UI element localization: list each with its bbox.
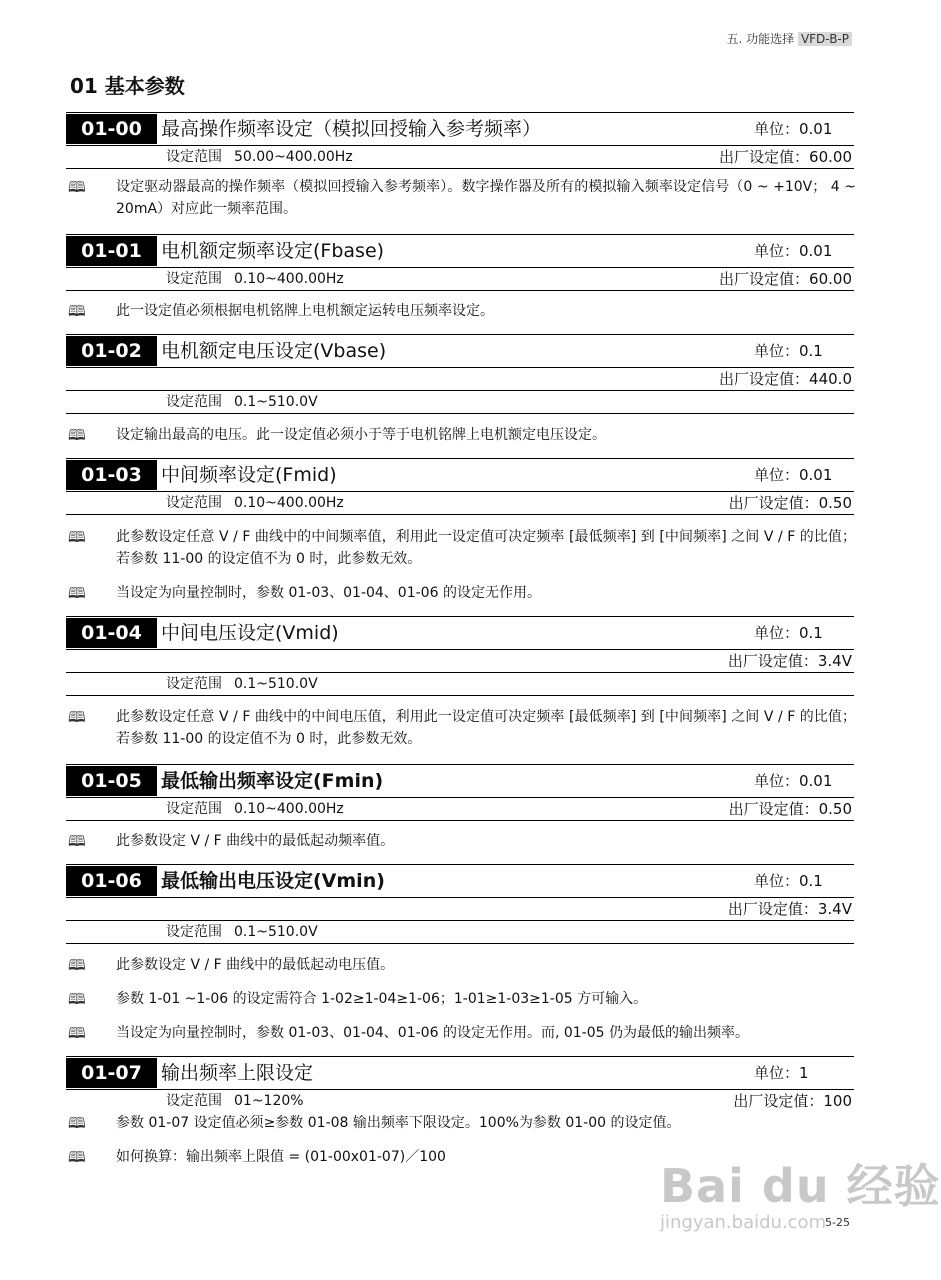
note: 🕮 当设定为向量控制时，参数 01-03、01-04、01-06 的设定无作用。而, 01-05 仍为最低的输出频率。 bbox=[68, 1024, 749, 1042]
note: 🕮 此参数设定任意 V / F 曲线中的中间电压值，利用此一设定值可决定频率 [最低频率] 到 [中间频率] 之间 V / F 的比值；若参数 11-00 的设定值不为 0 时，此参数无效。 bbox=[68, 708, 856, 747]
param-01-02 bbox=[66, 334, 854, 414]
factory-default: 出厂设定值：440.0 bbox=[719, 370, 852, 388]
book-icon: 🕮 bbox=[68, 584, 86, 602]
param-01-05 bbox=[66, 764, 854, 821]
note: 🕮 此参数设定 V / F 曲线中的最低起动频率值。 bbox=[68, 832, 395, 850]
param-01-01 bbox=[66, 234, 854, 291]
note: 🕮 设定输出最高的电压。此一设定值必须小于等于电机铭牌上电机额定电压设定。 bbox=[68, 426, 606, 444]
setting-range: 设定范围 0.1~510.0V bbox=[166, 676, 318, 692]
factory-default: 出厂设定值：3.4V bbox=[727, 652, 852, 670]
book-icon: 🕮 bbox=[68, 990, 86, 1008]
param-name: 最低输出频率设定(Fmin) bbox=[161, 770, 384, 792]
setting-range: 设定范围 01~120% bbox=[166, 1093, 304, 1109]
book-icon: 🕮 bbox=[68, 1024, 86, 1042]
param-01-06 bbox=[66, 864, 854, 944]
book-icon: 🕮 bbox=[68, 1114, 86, 1132]
book-icon: 🕮 bbox=[68, 426, 86, 444]
param-unit: 单位：0.01 bbox=[754, 120, 833, 138]
param-unit: 单位：0.1 bbox=[754, 872, 823, 890]
setting-range: 设定范围 0.1~510.0V bbox=[166, 924, 318, 940]
setting-range: 设定范围 0.10~400.00Hz bbox=[166, 271, 344, 287]
factory-default: 出厂设定值：100 bbox=[733, 1092, 852, 1110]
param-unit: 单位：0.01 bbox=[754, 466, 833, 484]
param-unit: 单位：0.01 bbox=[754, 242, 833, 260]
note: 🕮 参数 01-07 设定值必须≥参数 01-08 输出频率下限设定。100%为参数 01-00 的设定值。 bbox=[68, 1114, 681, 1132]
book-icon: 🕮 bbox=[68, 832, 86, 850]
param-code: 01-03 bbox=[66, 460, 157, 490]
model-badge: VFD-B-P bbox=[798, 32, 852, 46]
param-code: 01-00 bbox=[66, 114, 157, 144]
note: 🕮 此参数设定任意 V / F 曲线中的中间频率值，利用此一设定值可决定频率 [最低频率] 到 [中间频率] 之间 V / F 的比值；若参数 11-00 的设定值不为 0 时，此参数无效。 bbox=[68, 528, 856, 567]
param-unit: 单位：0.1 bbox=[754, 624, 823, 642]
page-header bbox=[726, 30, 852, 47]
param-01-03 bbox=[66, 458, 854, 515]
param-name: 最高操作频率设定（模拟回授输入参考频率） bbox=[161, 118, 542, 140]
param-unit: 单位：1 bbox=[754, 1064, 809, 1082]
factory-default: 出厂设定值：0.50 bbox=[728, 494, 852, 512]
factory-default: 出厂设定值：0.50 bbox=[728, 800, 852, 818]
param-unit: 单位：0.1 bbox=[754, 342, 823, 360]
param-name: 最低输出电压设定(Vmin) bbox=[161, 870, 385, 892]
param-name: 输出频率上限设定 bbox=[161, 1062, 314, 1084]
param-code: 01-06 bbox=[66, 866, 157, 896]
book-icon: 🕮 bbox=[68, 1148, 86, 1166]
param-code: 01-01 bbox=[66, 236, 157, 266]
setting-range: 设定范围 0.10~400.00Hz bbox=[166, 495, 344, 511]
note: 🕮 当设定为向量控制时，参数 01-03、01-04、01-06 的设定无作用。 bbox=[68, 584, 541, 602]
book-icon: 🕮 bbox=[68, 302, 86, 320]
chapter-title: 五. 功能选择 bbox=[726, 32, 795, 46]
setting-range: 设定范围 0.1~510.0V bbox=[166, 394, 318, 410]
param-name: 电机额定频率设定(Fbase) bbox=[161, 240, 385, 262]
param-code: 01-02 bbox=[66, 336, 157, 366]
setting-range: 设定范围 50.00~400.00Hz bbox=[166, 149, 353, 165]
param-name: 中间电压设定(Vmid) bbox=[161, 622, 339, 644]
book-icon: 🕮 bbox=[68, 178, 86, 196]
note: 🕮 此参数设定 V / F 曲线中的最低起动电压值。 bbox=[68, 956, 395, 974]
param-code: 01-04 bbox=[66, 618, 157, 648]
watermark-url: jingyan.baidu.com bbox=[660, 1212, 827, 1233]
factory-default: 出厂设定值：60.00 bbox=[719, 148, 852, 166]
setting-range: 设定范围 0.10~400.00Hz bbox=[166, 801, 344, 817]
book-icon: 🕮 bbox=[68, 708, 86, 726]
note: 🕮 参数 1-01 ~1-06 的设定需符合 1-02≥1-04≥1-06；1-01≥1-03≥1-05 方可输入。 bbox=[68, 990, 648, 1008]
factory-default: 出厂设定值：60.00 bbox=[719, 270, 852, 288]
param-code: 01-05 bbox=[66, 766, 157, 796]
note: 🕮 设定驱动器最高的操作频率（模拟回授输入参考频率）。数字操作器及所有的模拟输入频率设定信号（0 ~ +10V； 4 ~ 20mA）对应此一频率范围。 bbox=[68, 178, 856, 217]
param-01-04 bbox=[66, 616, 854, 696]
note: 🕮 此一设定值必须根据电机铭牌上电机额定运转电压频率设定。 bbox=[68, 302, 494, 320]
note: 🕮 如何换算：输出频率上限值 = (01-00x01-07)／100 bbox=[68, 1148, 446, 1166]
book-icon: 🕮 bbox=[68, 956, 86, 974]
param-name: 中间频率设定(Fmid) bbox=[161, 464, 337, 486]
section-title: 01 基本参数 bbox=[70, 74, 185, 98]
param-01-00 bbox=[66, 112, 854, 169]
param-01-07 bbox=[66, 1056, 854, 1112]
param-name: 电机额定电压设定(Vbase) bbox=[161, 340, 387, 362]
page-number: 5-25 bbox=[825, 1216, 850, 1229]
factory-default: 出厂设定值：3.4V bbox=[727, 900, 852, 918]
param-code: 01-07 bbox=[66, 1058, 157, 1088]
param-unit: 单位：0.01 bbox=[754, 772, 833, 790]
book-icon: 🕮 bbox=[68, 528, 86, 546]
watermark-logo: Bai du 经验 bbox=[660, 1159, 941, 1213]
